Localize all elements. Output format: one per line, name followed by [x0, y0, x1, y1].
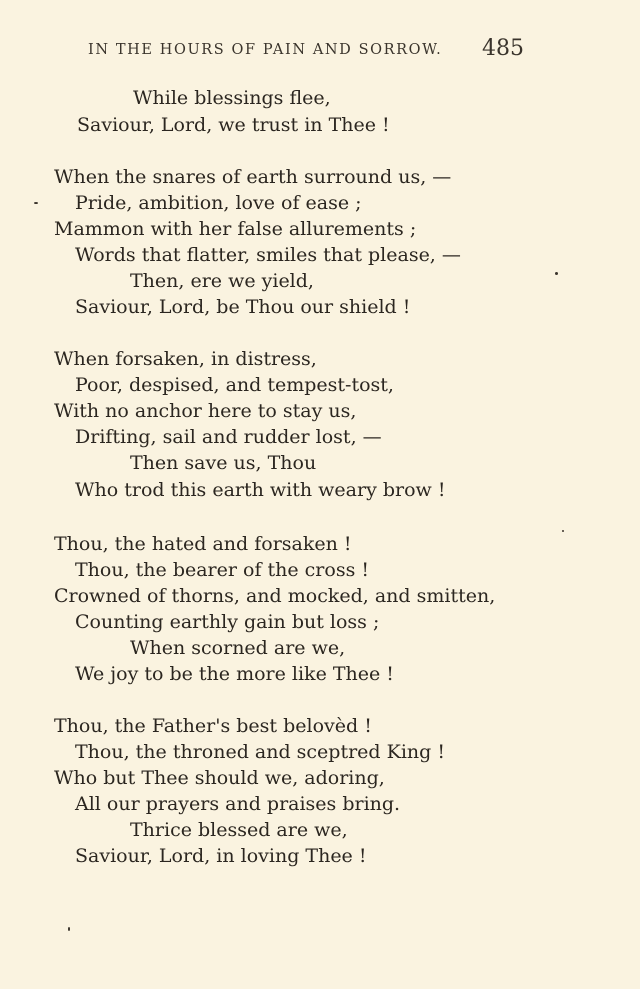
poem-line: While blessings flee, [133, 87, 331, 109]
page-number: 485 [482, 36, 524, 61]
poem-line: Thou, the Father's best belovèd ! [54, 715, 372, 737]
poem-line: Thou, the throned and sceptred King ! [75, 741, 445, 763]
poem-line: Thou, the bearer of the cross ! [75, 559, 370, 581]
poem-line: When scorned are we, [130, 637, 346, 659]
poem-line: Then, ere we yield, [130, 270, 314, 292]
poem-line: Counting earthly gain but loss ; [75, 611, 380, 633]
poem-line: Saviour, Lord, in loving Thee ! [75, 845, 367, 867]
poem-line: Crowned of thorns, and mocked, and smitten, [54, 585, 496, 607]
poem-line: Poor, despised, and tempest-tost, [75, 374, 394, 396]
poem-line: Pride, ambition, love of ease ; [75, 192, 362, 214]
running-title: IN THE HOURS OF PAIN AND SORROW. [88, 42, 443, 58]
poem-line: Who but Thee should we, adoring, [54, 767, 385, 789]
poem-line: Saviour, Lord, we trust in Thee ! [77, 114, 390, 136]
poem-line: With no anchor here to stay us, [54, 400, 357, 422]
poem-line: Then save us, Thou [130, 452, 317, 474]
ink-speck [68, 927, 70, 931]
poem-line: Saviour, Lord, be Thou our shield ! [75, 296, 411, 318]
ink-speck [555, 272, 558, 275]
poem-line: When the snares of earth surround us, — [54, 166, 452, 188]
poem-line: All our prayers and praises bring. [75, 793, 401, 815]
poem-line: Who trod this earth with weary brow ! [75, 479, 446, 501]
ink-speck [562, 530, 564, 532]
poem-line: Thou, the hated and forsaken ! [54, 533, 352, 555]
poem-line: We joy to be the more like Thee ! [75, 663, 394, 685]
poem-line: Mammon with her false allurements ; [54, 218, 417, 240]
poem-line: When forsaken, in distress, [54, 348, 317, 370]
poem-line: Thrice blessed are we, [130, 819, 348, 841]
ink-speck [34, 202, 38, 204]
poem-line: Words that flatter, smiles that please, — [75, 244, 461, 266]
poem-line: Drifting, sail and rudder lost, — [75, 426, 382, 448]
